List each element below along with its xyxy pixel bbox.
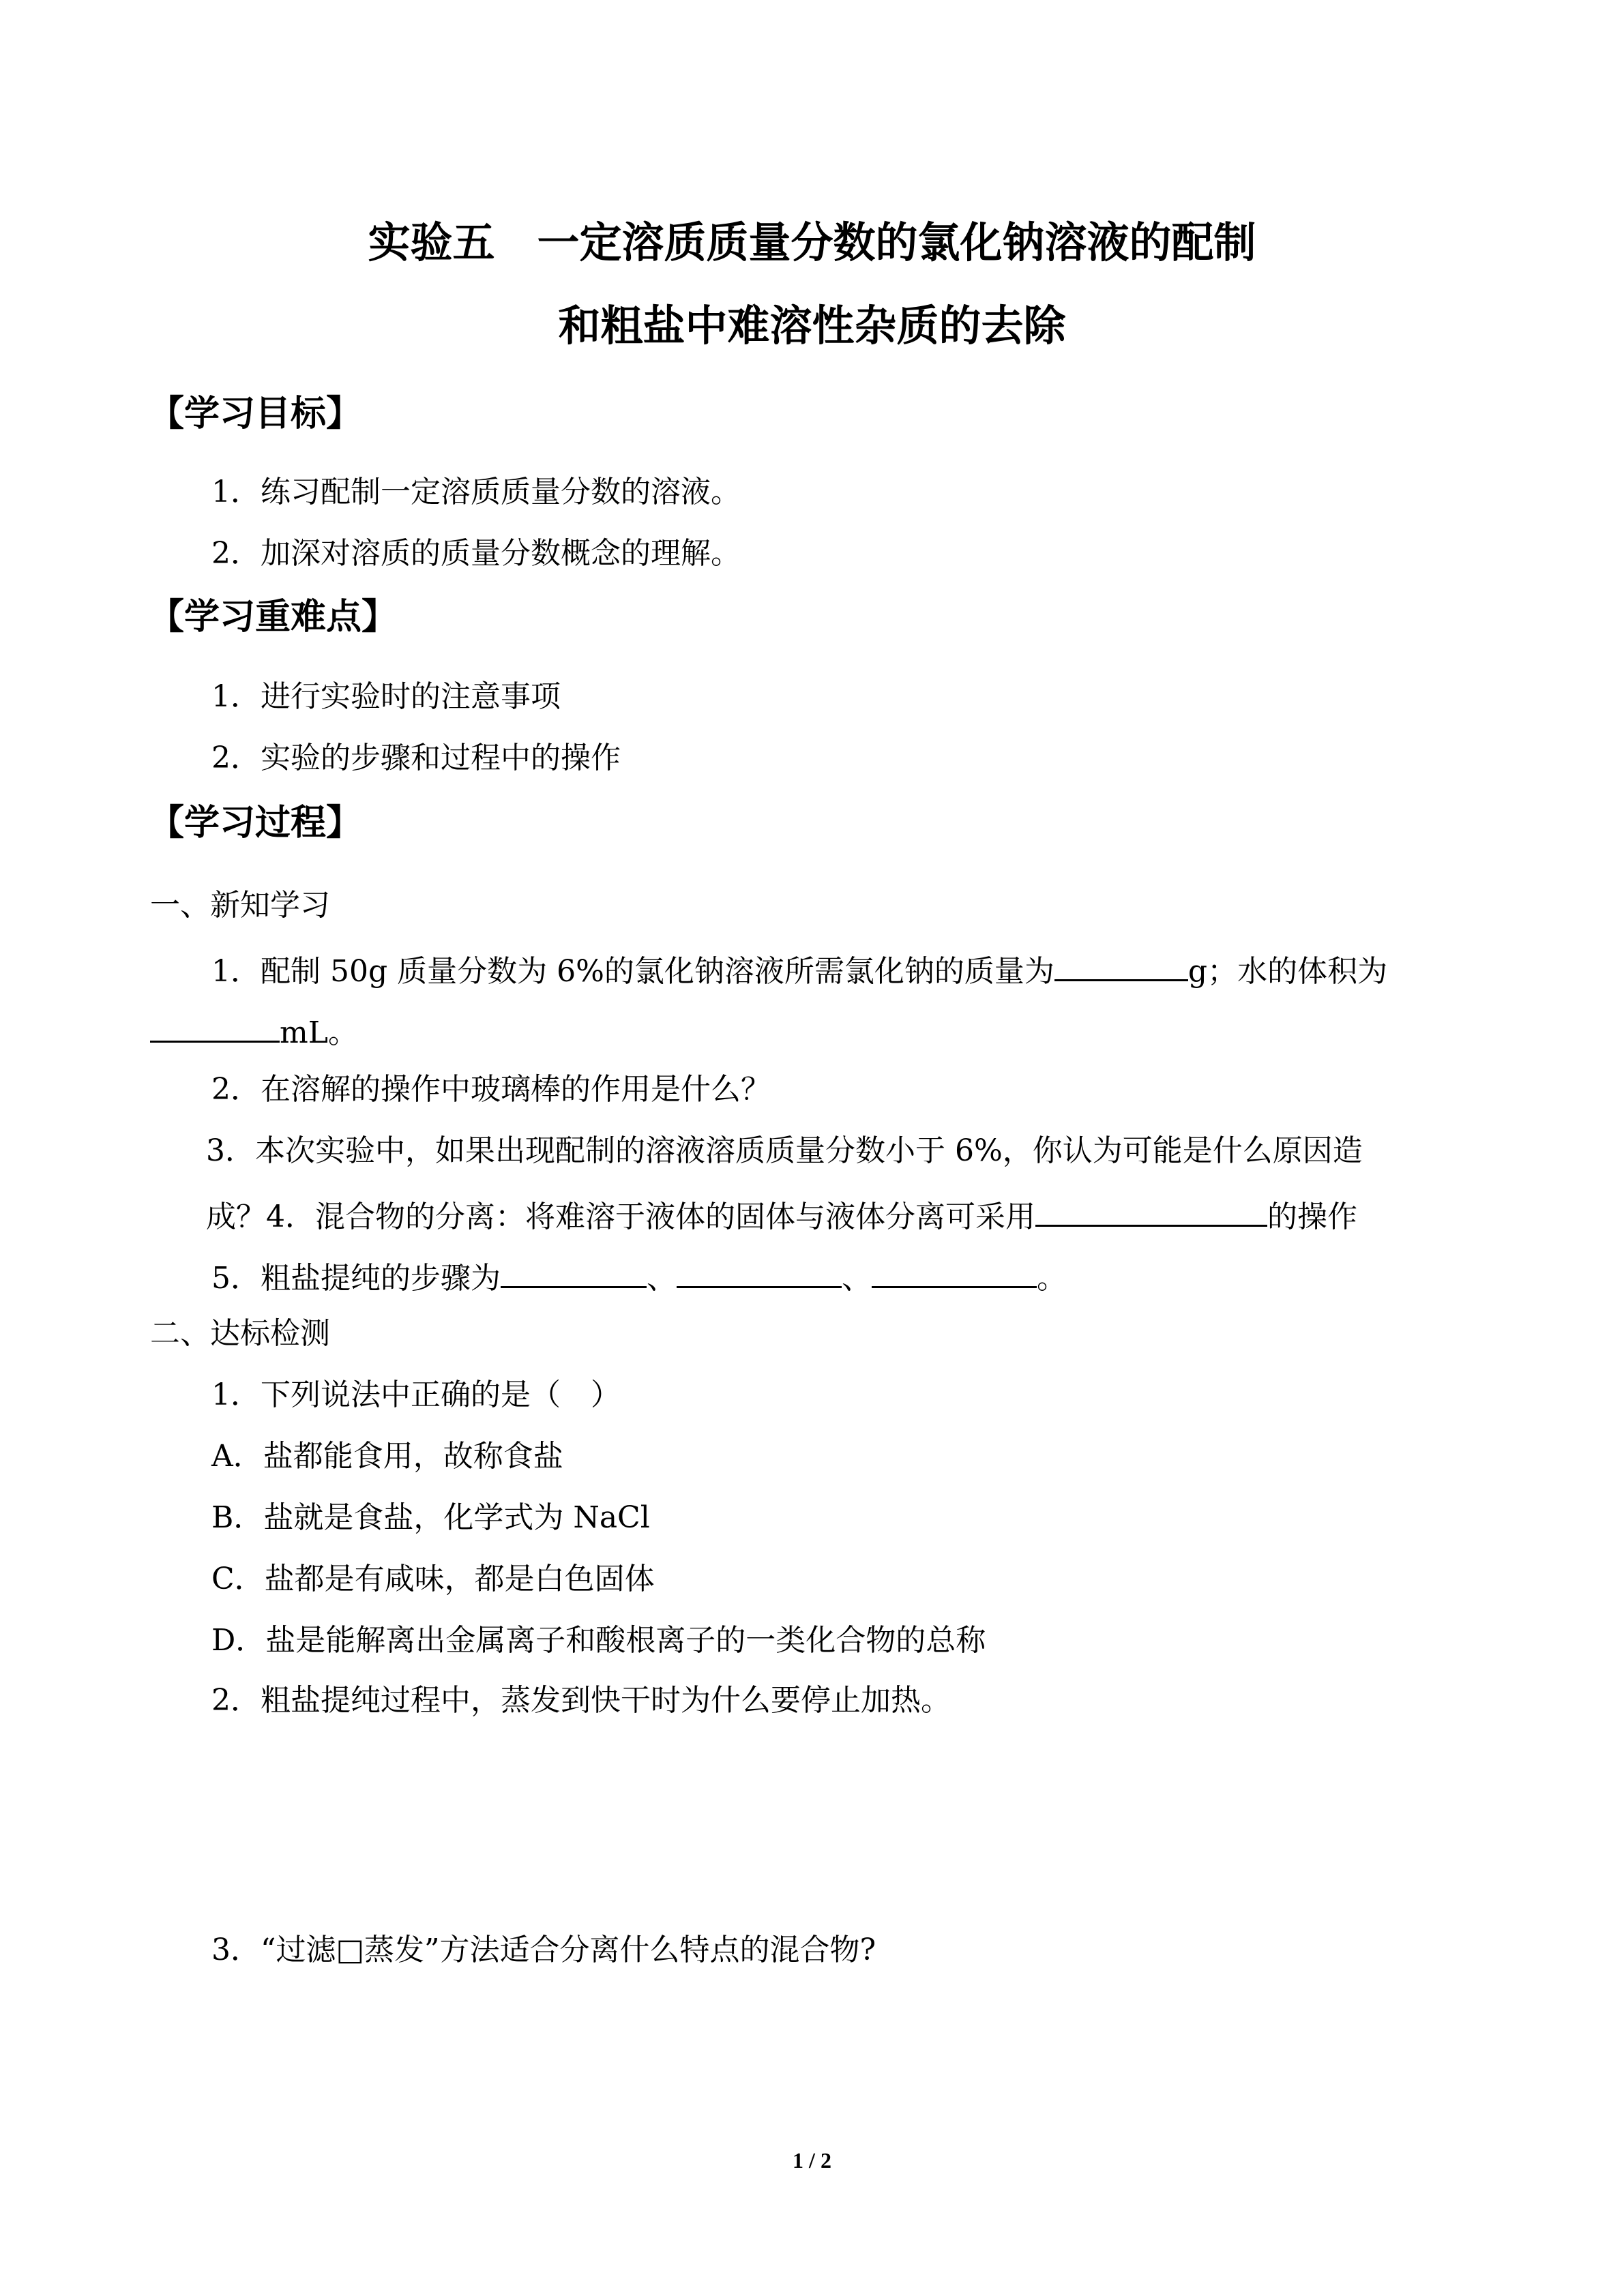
question-1-prefix: 1．配制 50g 质量分数为 6%的氯化钠溶液所需氯化钠的质量为 [211,954,1054,989]
document-title-line2: 和粗盐中难溶性杂质的去除 [558,301,1066,351]
question-5-separator: 、 [842,1261,872,1296]
question-5-prefix: 5．粗盐提纯的步骤为 [211,1261,501,1296]
check-question-3: 3．“过滤□蒸发”方法适合分离什么特点的混合物? [211,1933,876,1967]
question-3-line2-prefix: 成？4．混合物的分离：将难溶于液体的固体与液体分离可采用 [206,1199,1035,1234]
question-2: 2．在溶解的操作中玻璃棒的作用是什么？ [211,1072,771,1107]
key-points-heading: 【学习重难点】 [149,597,398,638]
question-5 [211,1255,1067,1298]
option-c: C．盐都是有咸味，都是白色固体 [211,1562,655,1596]
question-5-separator: 、 [647,1261,677,1296]
question-5-end: 。 [1037,1261,1067,1296]
objectives-heading: 【学习目标】 [149,393,362,434]
question-1-continued [150,1009,358,1052]
process-heading: 【学习过程】 [149,803,362,844]
question-3-line2 [206,1193,1357,1236]
check-question-1: 1．下列说法中正确的是（ ） [211,1377,621,1412]
check-question-2: 2．粗盐提纯过程中，蒸发到快干时为什么要停止加热。 [211,1683,951,1718]
answer-blank [1054,948,1188,981]
option-b: B．盐就是食盐，化学式为 NaCl [211,1500,650,1535]
answer-blank [872,1255,1037,1288]
part2-heading: 二、达标检测 [150,1316,330,1351]
key-point-item: 1．进行实验时的注意事项 [211,679,561,714]
key-point-item: 2．实验的步骤和过程中的操作 [211,741,621,775]
option-d: D．盐是能解离出金属离子和酸根离子的一类化合物的总称 [211,1623,986,1658]
objective-item: 1．练习配制一定溶质质量分数的溶液。 [211,475,741,509]
objective-item: 2．加深对溶质的质量分数概念的理解。 [211,536,741,571]
answer-blank [1035,1193,1267,1227]
option-a: A．盐都能食用，故称食盐 [211,1439,563,1474]
question-1-suffix: mL。 [280,1015,358,1050]
question-3-line1: 3．本次实验中，如果出现配制的溶液溶质质量分数小于 6%，你认为可能是什么原因造 [206,1133,1363,1168]
question-1 [211,948,1387,991]
answer-blank [677,1255,842,1288]
question-3-line2-suffix: 的操作 [1267,1199,1357,1234]
answer-blank [150,1009,280,1043]
answer-blank [501,1255,647,1288]
part1-heading: 一、新知学习 [150,888,330,923]
document-title-line1: 实验五 一定溶质质量分数的氯化钠溶液的配制 [368,218,1256,267]
page-number: 1 / 2 [793,2148,831,2173]
question-1-mid: g；水的体积为 [1187,954,1388,989]
